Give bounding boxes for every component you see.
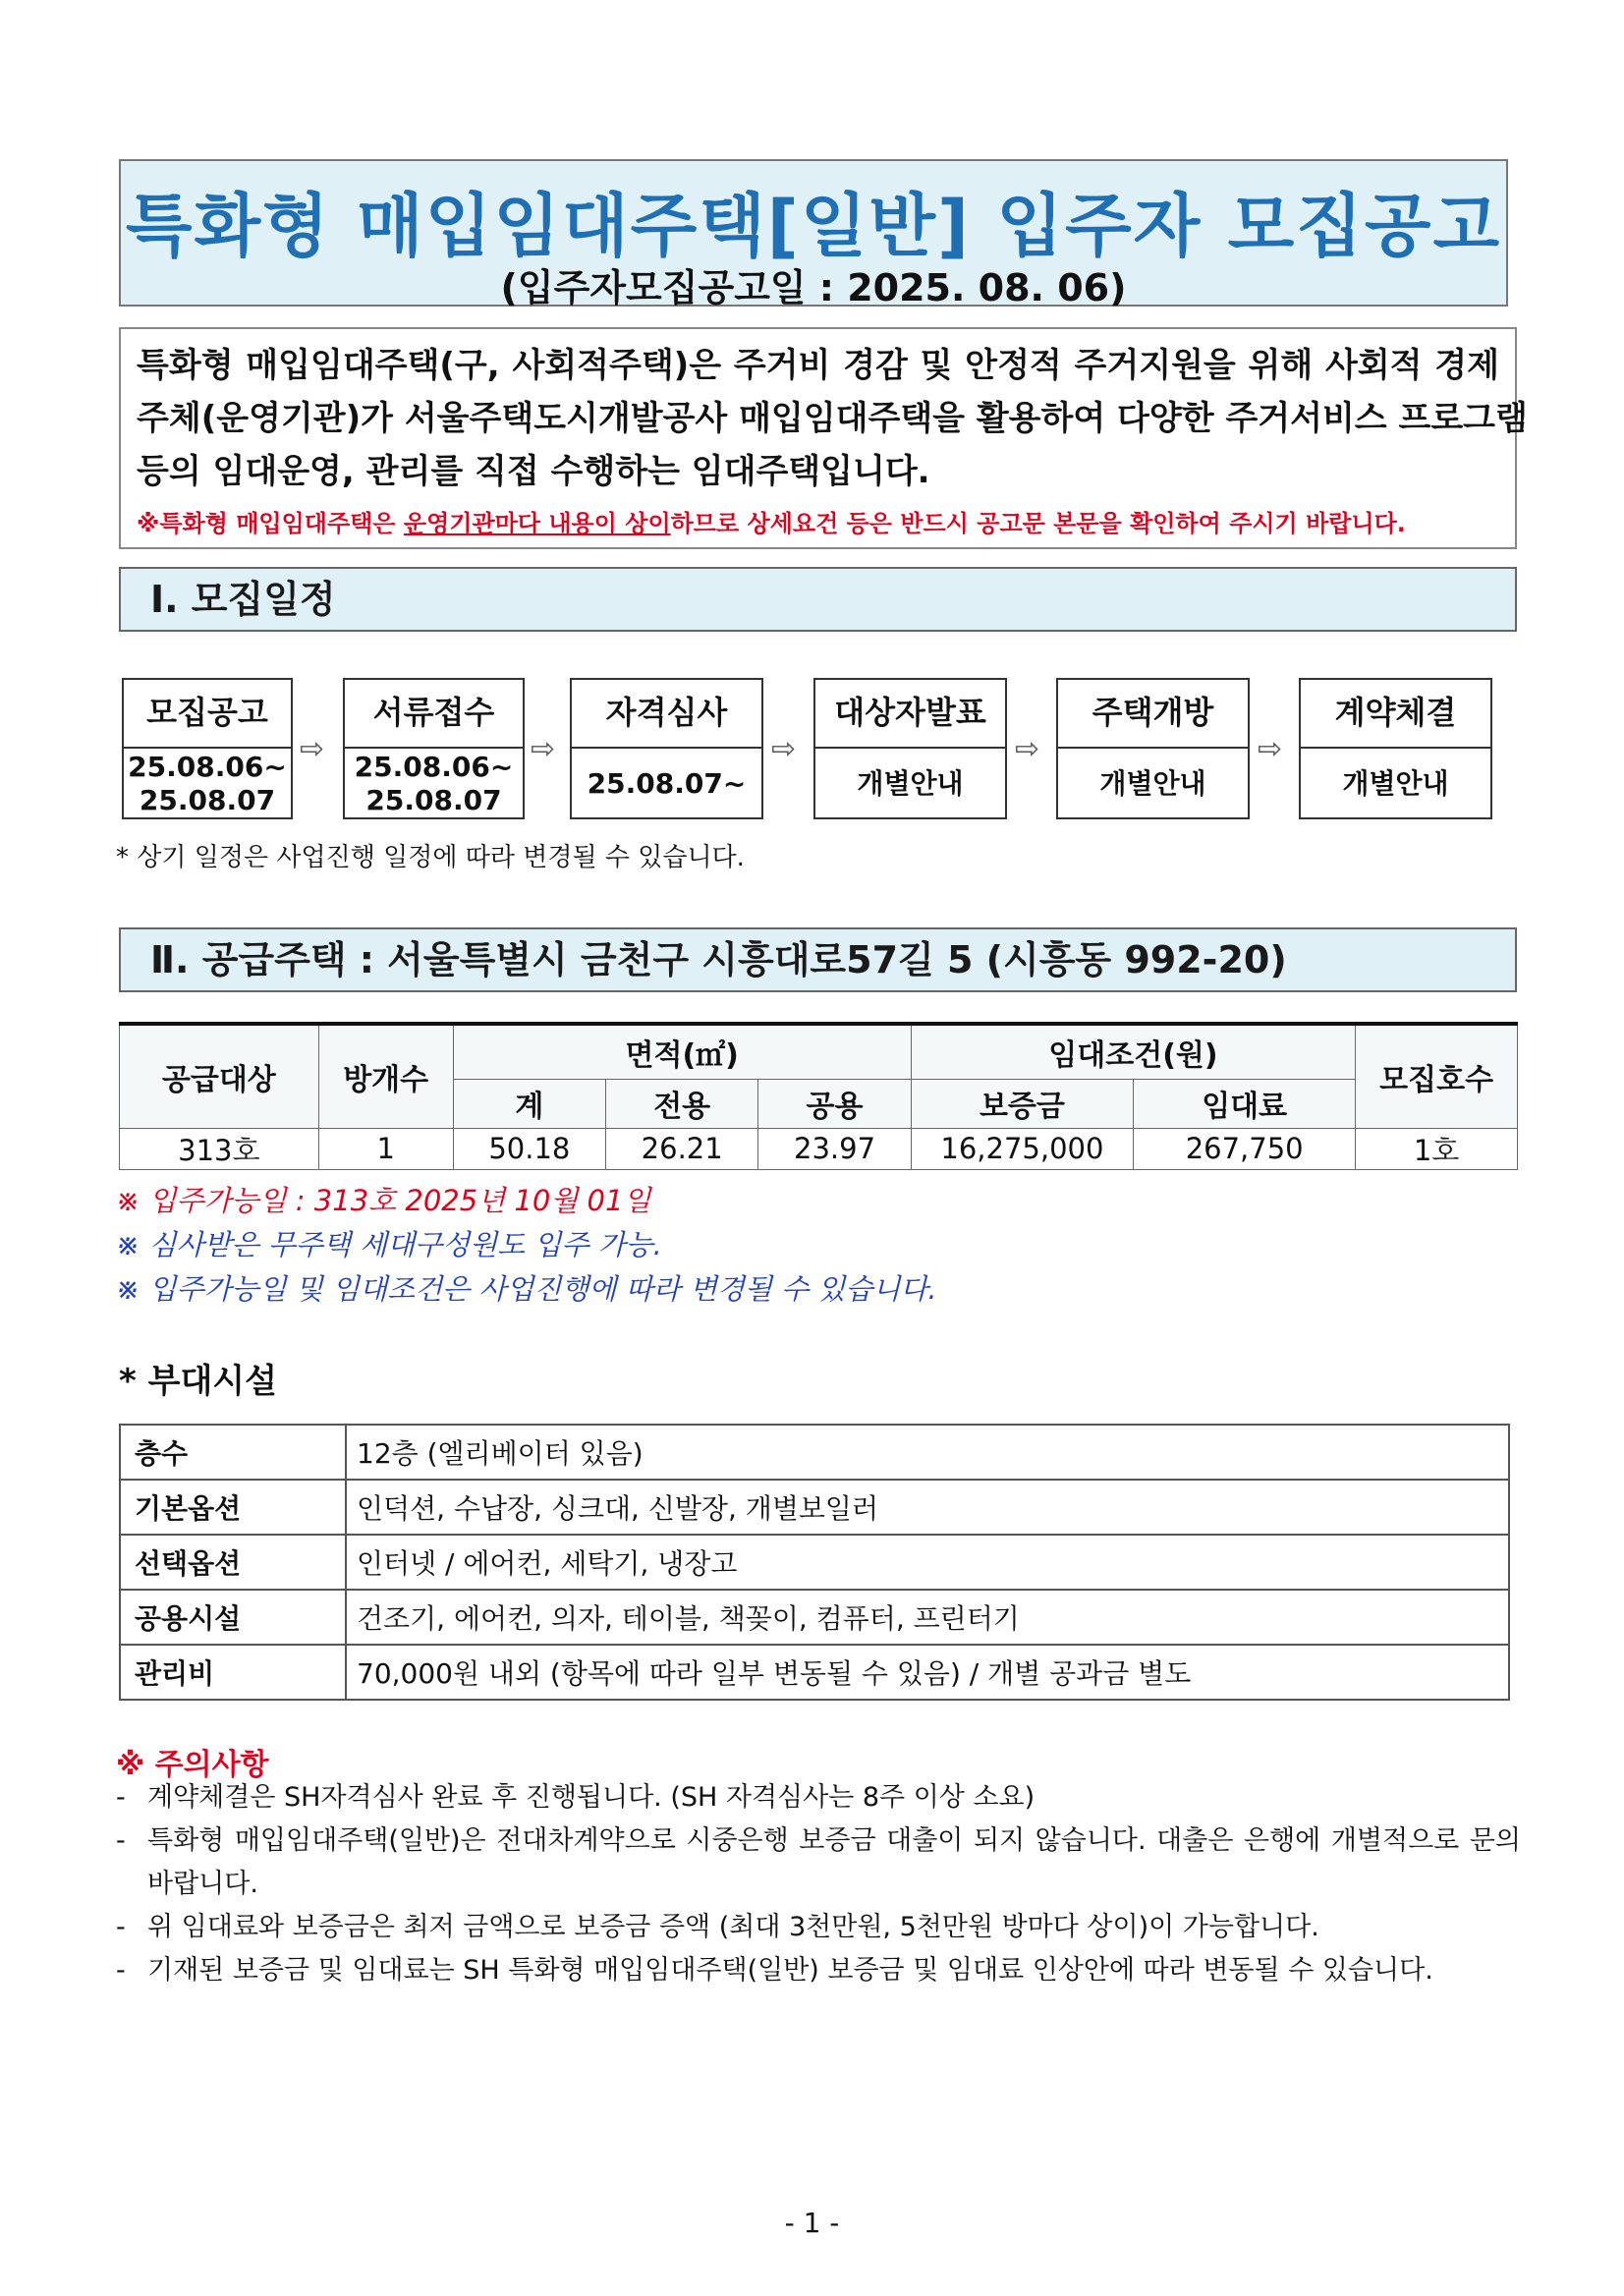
facility-label: 공용시설 — [120, 1590, 346, 1645]
title-box — [119, 159, 1508, 307]
cautions-title: ※ 주의사항 — [116, 1748, 269, 1782]
table-row — [120, 1590, 1509, 1645]
header-rent: 임대조건(원) — [911, 1024, 1355, 1079]
facility-value: 12층 (엘리베이터 있음) — [346, 1425, 1509, 1480]
table-row — [120, 1535, 1509, 1590]
facility-value: 인터넷 / 에어컨, 세탁기, 냉장고 — [346, 1535, 1509, 1590]
intro-box — [119, 327, 1528, 549]
schedule-step-label: 모집공고 — [124, 680, 291, 749]
schedule-step-value: 25.08.07~ — [587, 767, 747, 800]
arrow-right-icon: ⇨ — [1258, 732, 1283, 766]
header-area-common: 공용 — [758, 1079, 911, 1128]
supply-table — [119, 1022, 1518, 1170]
page-number: - 1 - — [784, 2207, 840, 2239]
table-row — [120, 1128, 1518, 1169]
caution-text: 기재된 보증금 및 임대료는 SH 특화형 매입임대주택(일반) 보증금 및 임대료 인상안에 따라 변동될 수 있습니다. — [147, 1955, 1433, 1986]
warning-underline: 운영기관마다 내용이 상이 — [403, 510, 671, 537]
header-monthly: 임대료 — [1134, 1079, 1356, 1128]
cell-rooms: 1 — [318, 1128, 453, 1169]
page-title: 특화형 매입임대주택[일반] 입주자 모집공고 — [125, 186, 1502, 266]
cell-units: 1호 — [1356, 1128, 1518, 1169]
header-deposit: 보증금 — [911, 1079, 1133, 1128]
header-units: 모집호수 — [1356, 1024, 1518, 1128]
cell-monthly: 267,750 — [1134, 1128, 1356, 1169]
facilities-table — [119, 1424, 1510, 1701]
caution-text: 특화형 매입임대주택(일반)은 전대차계약으로 시중은행 보증금 대출이 되지 않습니다. 대출은 은행에 개별적으로 문의바랍니다. — [147, 1825, 1521, 1899]
schedule-step-value: 개별안내 — [1342, 767, 1449, 800]
schedule-step — [1299, 678, 1492, 819]
intro-line: 등의 임대운영, 관리를 직접 수행하는 임대주택입니다. — [137, 452, 930, 491]
warning-text: 하므로 상세요건 등은 반드시 공고문 본문을 확인하여 주시기 바랍니다. — [670, 510, 1406, 537]
intro-warning — [137, 504, 1499, 538]
header-target: 공급대상 — [120, 1024, 319, 1128]
header-area-total: 계 — [453, 1079, 605, 1128]
header-rooms: 방개수 — [318, 1024, 453, 1128]
intro-line: 특화형 매입임대주택(구, 사회적주택)은 주거비 경감 및 안정적 주거지원을 위해 사회적 경제 — [137, 346, 1499, 385]
schedule-step-label: 서류접수 — [345, 680, 523, 749]
schedule-step — [343, 678, 525, 819]
cell-area-private: 26.21 — [606, 1128, 758, 1169]
cell-area-common: 23.97 — [758, 1128, 911, 1169]
schedule-step — [813, 678, 1007, 819]
bullet: - — [116, 1825, 126, 1856]
intro-line: 주체(운영기관)가 서울주택도시개발공사 매입임대주택을 활용하여 다양한 주거서비스 프로그램 — [137, 399, 1528, 438]
header-area: 면적(㎡) — [453, 1024, 911, 1079]
bullet: - — [116, 1912, 126, 1942]
schedule-step — [1056, 678, 1250, 819]
supply-note-eligible: ※ 심사받은 무주택 세대구성원도 입주 가능. — [116, 1228, 662, 1261]
caution-text: 위 임대료와 보증금은 최저 금액으로 보증금 증액 (최대 3천만원, 5천만원 방마다 상이)이 가능합니다. — [147, 1912, 1319, 1942]
schedule-step-label: 대상자발표 — [815, 680, 1005, 749]
schedule-step-value: 개별안내 — [857, 767, 964, 800]
caution-item — [116, 1906, 1521, 1949]
schedule-step-label: 주택개방 — [1058, 680, 1248, 749]
header-area-private: 전용 — [606, 1079, 758, 1128]
caution-item — [116, 1820, 1521, 1906]
facility-value: 70,000원 내외 (항목에 따라 일부 변동될 수 있음) / 개별 공과금 별도 — [346, 1645, 1509, 1700]
caution-item — [116, 1949, 1521, 1992]
supply-note-change: ※ 입주가능일 및 임대조건은 사업진행에 따라 변경될 수 있습니다. — [116, 1272, 937, 1306]
announcement-date: (입주자모집공고일 : 2025. 08. 06) — [500, 266, 1127, 309]
schedule-step-label: 자격심사 — [572, 680, 761, 749]
supply-note-move-in: ※ 입주가능일 : 313호 2025년 10월 01일 — [116, 1184, 651, 1217]
cell-deposit: 16,275,000 — [911, 1128, 1133, 1169]
facility-label: 층수 — [120, 1425, 346, 1480]
bullet: - — [116, 1955, 126, 1986]
section-heading-schedule: Ⅰ. 모집일정 — [119, 567, 1517, 632]
schedule-step — [122, 678, 293, 819]
arrow-right-icon: ⇨ — [771, 732, 797, 766]
schedule-note: * 상기 일정은 사업진행 일정에 따라 변경될 수 있습니다. — [116, 843, 745, 872]
facility-value: 인덕션, 수납장, 싱크대, 신발장, 개별보일러 — [346, 1480, 1509, 1535]
caution-item — [116, 1776, 1521, 1820]
arrow-right-icon: ⇨ — [300, 732, 325, 766]
schedule-step-value: 25.08.06~ 25.08.07 — [128, 751, 287, 816]
section-heading-supply: Ⅱ. 공급주택 : 서울특별시 금천구 시흥대로57길 5 (시흥동 992-20) — [119, 927, 1517, 992]
table-row — [120, 1480, 1509, 1535]
facility-label: 기본옵션 — [120, 1480, 346, 1535]
facility-label: 선택옵션 — [120, 1535, 346, 1590]
cell-target: 313호 — [120, 1128, 319, 1169]
facility-label: 관리비 — [120, 1645, 346, 1700]
schedule-step — [570, 678, 763, 819]
schedule-step-value: 개별안내 — [1099, 767, 1206, 800]
facility-value: 건조기, 에어컨, 의자, 테이블, 책꽂이, 컴퓨터, 프린터기 — [346, 1590, 1509, 1645]
schedule-step-value: 25.08.06~ 25.08.07 — [354, 751, 514, 816]
arrow-right-icon: ⇨ — [1015, 732, 1040, 766]
schedule-step-label: 계약체결 — [1301, 680, 1490, 749]
facilities-title: * 부대시설 — [119, 1362, 277, 1401]
bullet: - — [116, 1782, 126, 1813]
table-row — [120, 1425, 1509, 1480]
cell-area-total: 50.18 — [453, 1128, 605, 1169]
arrow-right-icon: ⇨ — [531, 732, 556, 766]
caution-text: 계약체결은 SH자격심사 완료 후 진행됩니다. (SH 자격심사는 8주 이상 소요) — [147, 1782, 1036, 1813]
warning-text: ※특화형 매입임대주택은 — [137, 510, 404, 537]
table-row — [120, 1645, 1509, 1700]
